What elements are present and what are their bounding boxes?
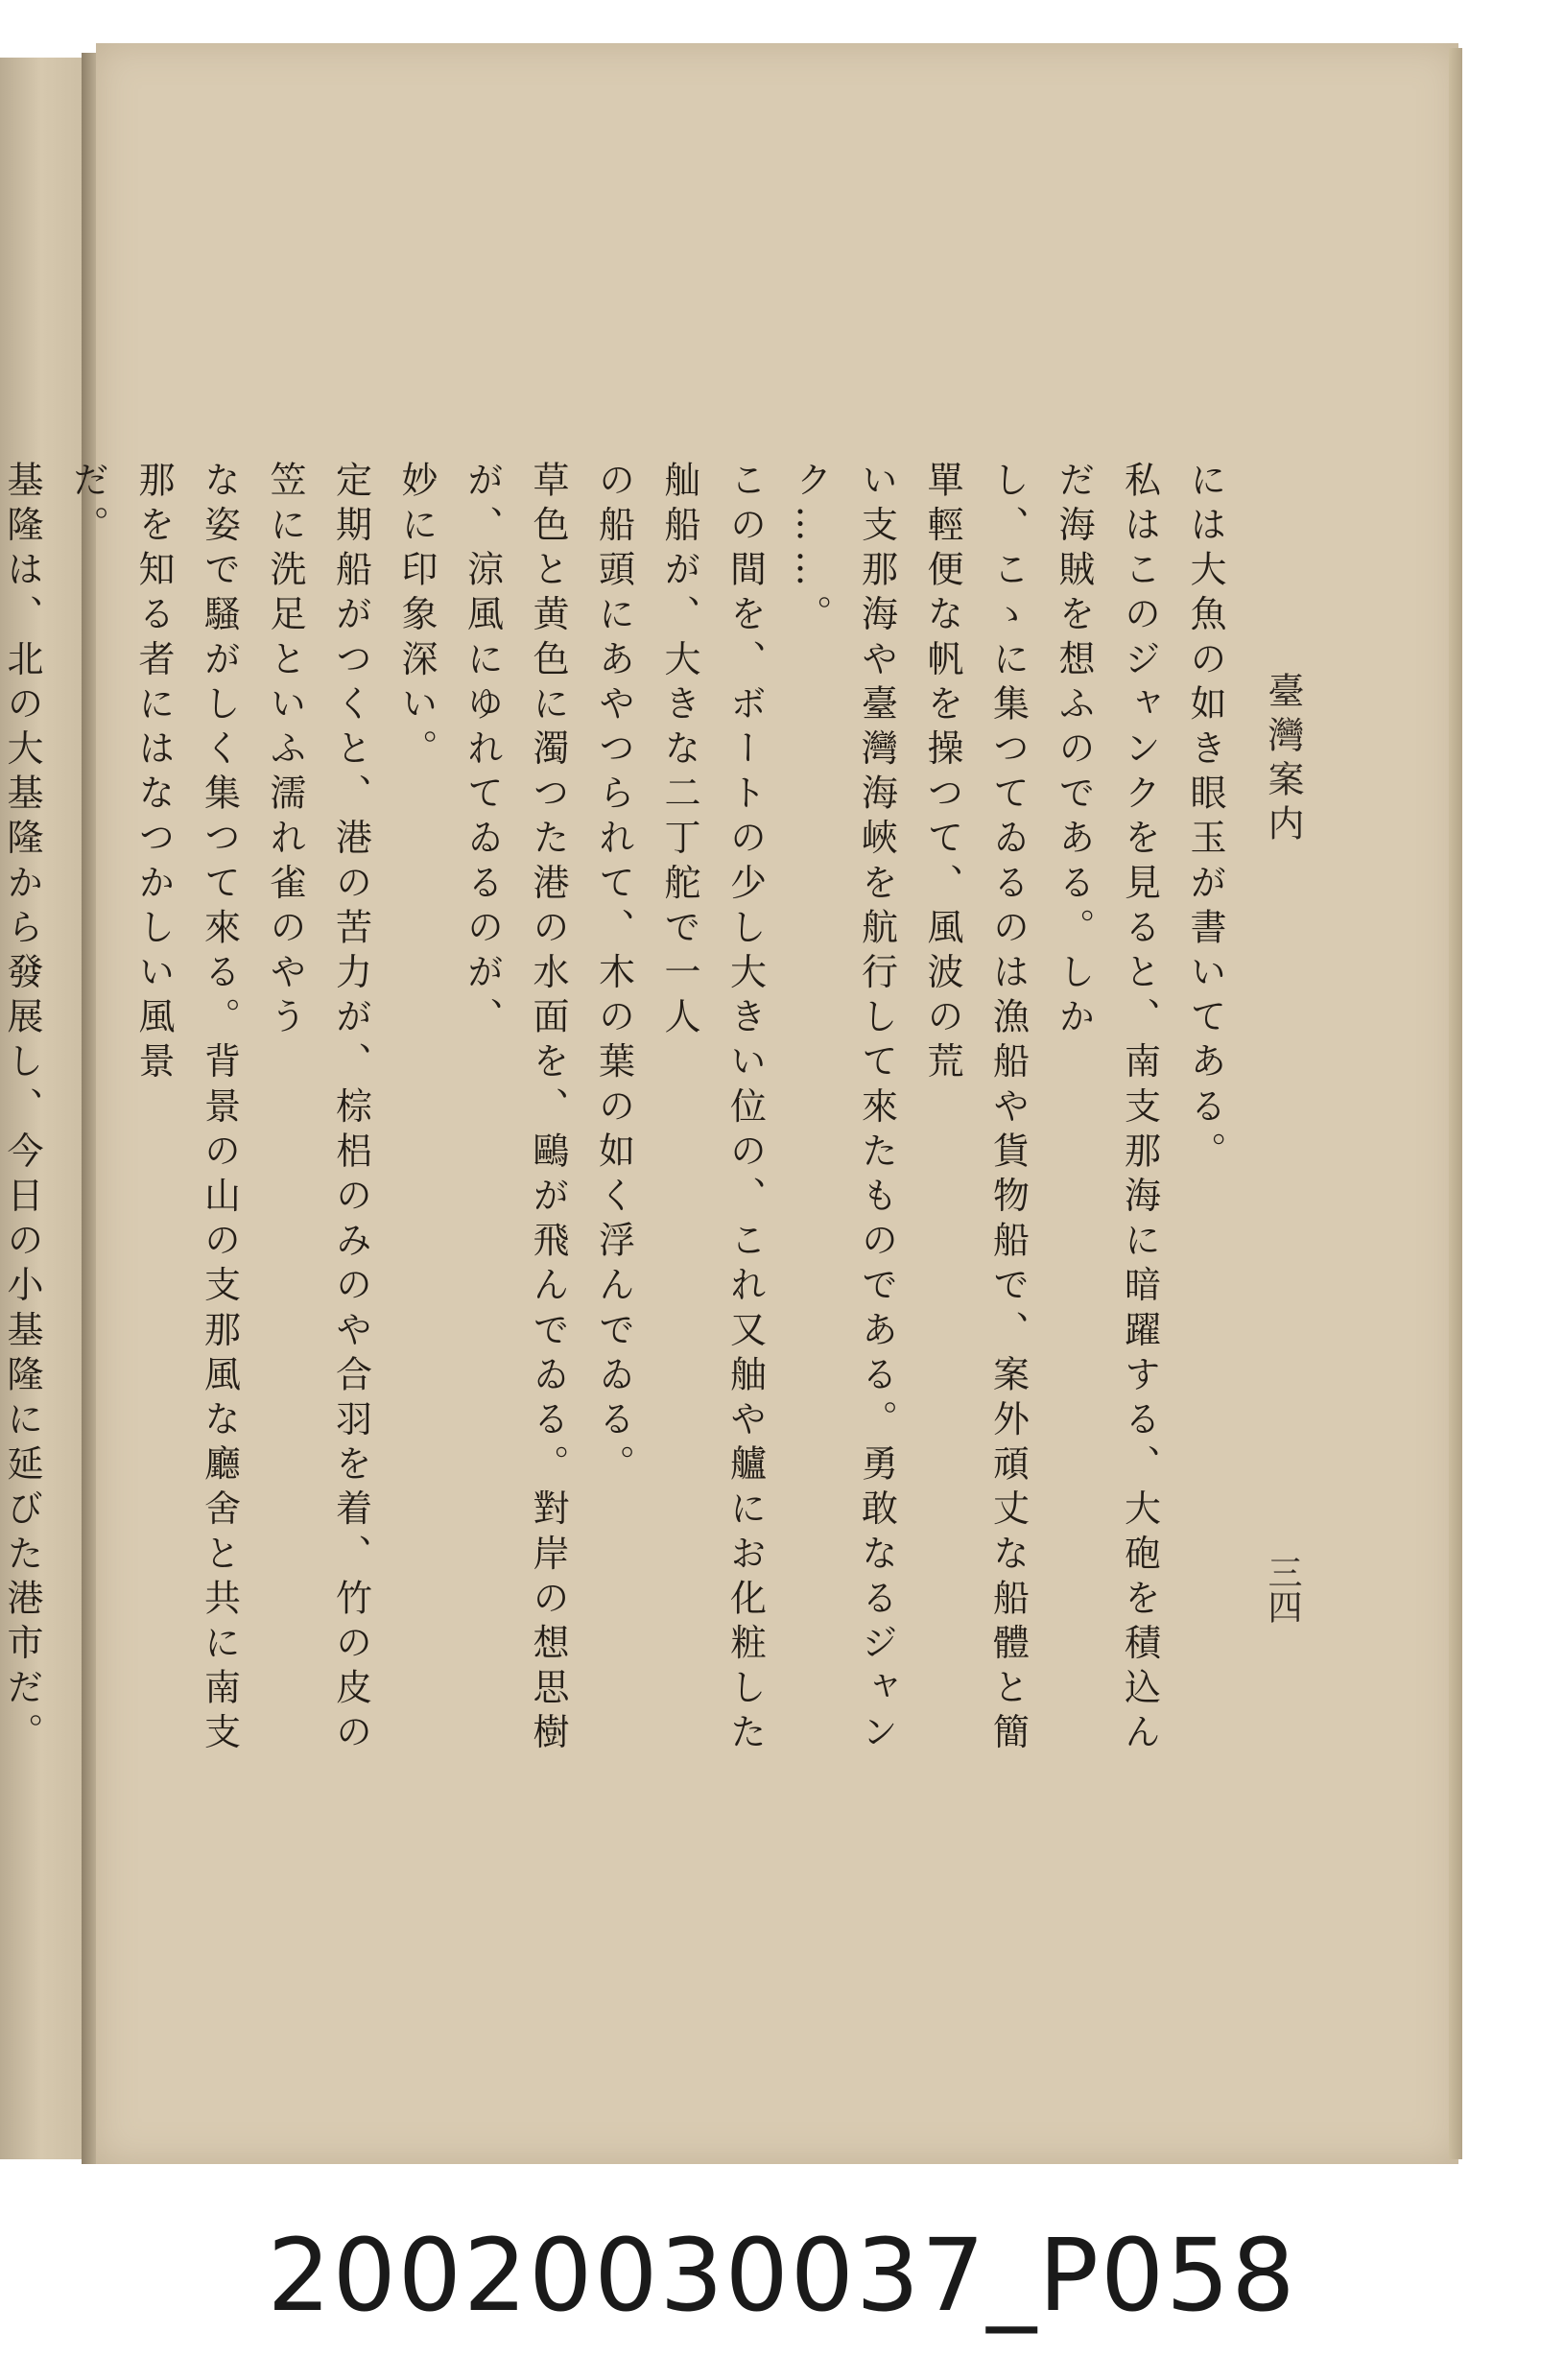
text-line: 基隆は、北の大基隆から發展し、今日の小基隆に延びた港市だ。 xyxy=(1,461,43,1758)
text-line: な姿で騷がしく集つて來る。背景の山の支那風な廳舍と共に南支那を知る者にはなつかしい風景 xyxy=(132,461,241,1758)
text-line: には大魚の如き眼玉が書いてある。 xyxy=(1184,461,1226,1177)
text-line: 私はこのジャンクを見ると、南支那海に暗躍する、大砲を積込んだ海賊を想ふのである。しか xyxy=(1053,461,1161,1758)
right-page-edge xyxy=(1449,48,1462,2159)
text-line: い支那海や臺灣海峽を航行して來たものである。勇敢なるジャンク……。 xyxy=(790,461,898,1758)
text-line: この間を、ボートの少し大きい位の、これ又舳や艫にお化粧した舢船が、大きな二丁舵で一人 xyxy=(658,461,767,1758)
vertical-body-text xyxy=(1,461,1238,1766)
text-line: 定期船がつくと、港の苦力が、棕梠のみのや合羽を着、竹の皮の笠に洗足といふ濡れ雀のやう xyxy=(264,461,372,1758)
text-line: し、こゝに集つてゐるのは漁船や貨物船で、案外頑丈な船體と簡單輕便な帆を操つて、風波の荒 xyxy=(921,461,1030,1758)
page-number: 三四 xyxy=(1263,1555,1302,1624)
text-line: だ。 xyxy=(66,461,109,551)
text-line: 妙に印象深い。 xyxy=(395,461,438,774)
text-line: の船頭にあやつられて、木の葉の如く浮んでゐる。 xyxy=(592,461,635,1489)
image-id-caption: 20020030037_P058 xyxy=(267,2217,1297,2334)
running-header-title: 臺灣案内 xyxy=(1262,672,1304,848)
text-line: 草色と黄色に濁つた港の水面を、鷗が飛んでゐる。對岸の想思樹が、涼風にゆれてゐるのが、 xyxy=(461,461,569,1758)
